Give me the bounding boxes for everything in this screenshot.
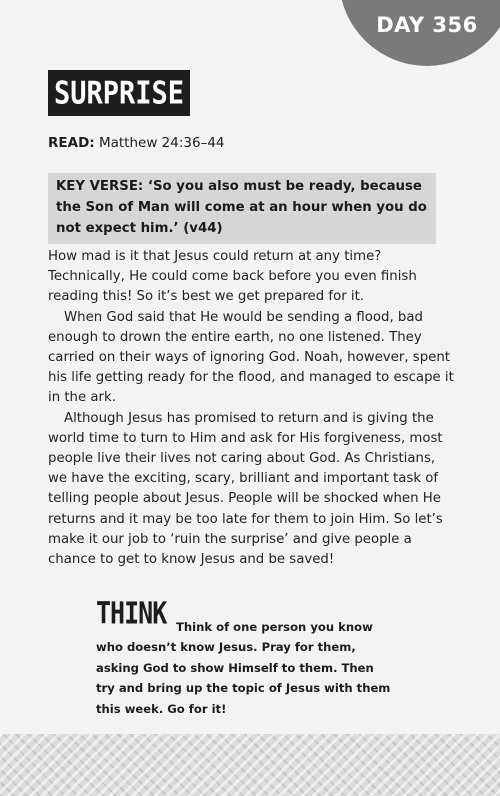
paragraph: Although Jesus has promised to return and is giving the world time to turn to Him and ask for His forgiveness, most people live their lives not caring about God. As Christians, we have the exciting, scary, brilliant and important task of telling people about Jesus. People will be shocked when He returns and it may be too late for them to join Him. So let’s make it our job to ‘ruin the surprise’ and give people a chance to get to know Jesus and be saved! bbox=[48, 410, 443, 568]
footer-texture bbox=[0, 734, 500, 796]
day-number: DAY 356 bbox=[376, 13, 478, 37]
body-text bbox=[48, 247, 456, 570]
think-text: Think of one person you know who doesn’t know Jesus. Pray for them, asking God to show Himself to them. Then try and bring up the topic of Jesus with them this week. Go for it! bbox=[96, 620, 391, 716]
key-verse-text: ‘So you also must be ready, because the Son of Man will come at an hour when you do not expect him.’ (v44) bbox=[56, 179, 427, 236]
read-reference: Matthew 24:36–44 bbox=[98, 135, 225, 151]
key-verse-label: KEY VERSE: bbox=[56, 179, 144, 194]
read-line bbox=[48, 135, 225, 151]
paragraph: How mad is it that Jesus could return at any time? Technically, He could come back before you even finish reading this! So it’s best we get prepared for it. bbox=[48, 249, 417, 305]
read-label: READ: bbox=[48, 135, 95, 151]
key-verse-box bbox=[48, 173, 436, 244]
think-heading: THINK bbox=[96, 596, 167, 631]
page-title: SURPRISE bbox=[48, 70, 190, 116]
paragraph: When God said that He would be sending a flood, bad enough to drown the entire earth, no one listened. They carried on their ways of ignoring God. Noah, however, spent his life getting ready for the flood, and managed to escape it in the ark. bbox=[48, 309, 454, 406]
